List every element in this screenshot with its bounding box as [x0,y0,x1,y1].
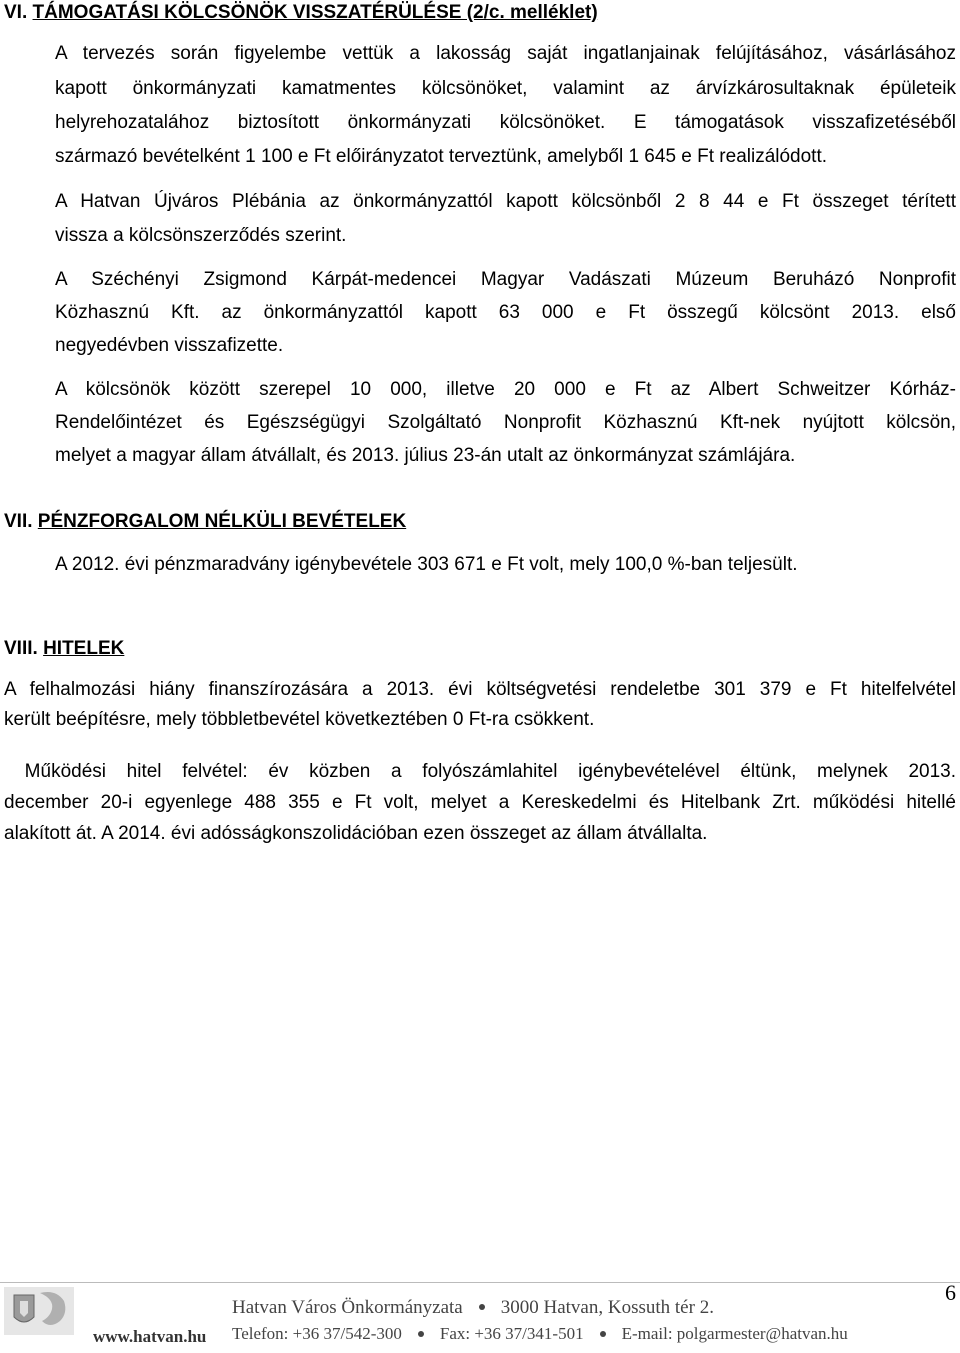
s6-p3-line2: Közhasznú Kft. az önkormányzattól kapott 63 000 e Ft összegű kölcsönt 2013. első [55,302,956,323]
footer-org: Hatvan Város Önkormányzata [232,1297,463,1318]
footer-address-line [232,1297,714,1319]
s6-p3-line3: negyedévben visszafizette. [55,335,284,356]
separator-dot-icon [479,1304,485,1310]
letterhead-footer [0,1283,960,1353]
s6-p1-line4: származó bevételként 1 100 e Ft előirányzatot terveztünk, amelyből 1 645 e Ft realizálódott. [55,146,828,167]
separator-dot-icon [418,1331,424,1337]
s6-p4-line2: Rendelőintézet és Egészségügyi Szolgáltató Nonprofit Közhasznú Kft-nek nyújtott kölcsön, [55,412,956,433]
section-7-number: VII. [4,511,33,532]
s6-p1-line1: A tervezés során figyelembe vettük a lakosság saját ingatlanjainak felújításához, vásárlásához [55,43,956,64]
section-8-title: HITELEK [43,638,125,659]
s6-p3-line1: A Széchényi Zsigmond Kárpát-medencei Magyar Vadászati Múzeum Beruházó Nonprofit [55,269,956,290]
s6-p2-line1: A Hatvan Újváros Plébánia az önkormányzattól kapott kölcsönből 2 8 44 e Ft összeget térített [55,191,956,212]
section-7-heading [4,510,406,534]
section-6-heading [4,1,598,25]
s6-p4-line3: melyet a magyar állam átvállalt, és 2013. július 23-án utalt az önkormányzat számlájára. [55,445,796,466]
s8-p1-line2: került beépítésre, mely többletbevétel következtében 0 Ft-ra csökkent. [4,709,595,730]
s8-p2-line1: Működési hitel felvétel: év közben a folyószámlahitel igénybevételével éltünk, melynek 2013. [4,761,956,782]
footer-email[interactable]: E-mail: polgarmester@hatvan.hu [621,1324,848,1343]
s6-p1-line2: kapott önkormányzati kamatmentes kölcsönöket, valamint az árvízkárosultaknak épületeik [55,78,956,99]
footer-address: 3000 Hatvan, Kossuth tér 2. [500,1297,714,1318]
page-number: 6 [945,1280,956,1305]
s8-p2-line3: alakított át. A 2014. évi adósságkonszolidációban ezen összeget az állam átvállalta. [4,823,708,844]
section-8-heading [4,637,124,661]
website-link[interactable]: www.hatvan.hu [93,1327,207,1346]
s8-p2-line2: december 20-i egyenlege 488 355 e Ft volt, melyet a Kereskedelmi és Hitelbank Zrt. működési hitellé [4,792,956,813]
s6-p4-line1: A kölcsönök között szerepel 10 000, illetve 20 000 e Ft az Albert Schweitzer Kórház- [55,379,956,400]
footer-fax: Fax: +36 37/341-501 [439,1324,584,1343]
footer-phone: Telefon: +36 37/542-300 [232,1324,402,1343]
footer-contact-line [232,1323,848,1345]
s8-p1-line1: A felhalmozási hiány finanszírozására a 2013. évi költségvetési rendeletbe 301 379 e Ft hitelfelvétel [4,679,956,700]
s6-p2-line2: vissza a kölcsönszerződés szerint. [55,225,347,246]
s7-text: A 2012. évi pénzmaradvány igénybevétele 303 671 e Ft volt, mely 100,0 %-ban teljesült. [55,554,798,575]
section-7-title: PÉNZFORGALOM NÉLKÜLI BEVÉTELEK [37,511,407,532]
section-8-number: VIII. [4,638,38,659]
coat-of-arms-icon [4,1287,74,1335]
section-6-number: VI. [4,2,28,23]
separator-dot-icon [600,1331,606,1337]
section-6-title: TÁMOGATÁSI KÖLCSÖNÖK VISSZATÉRÜLÉSE (2/c. melléklet) [32,2,598,23]
s6-p1-line3: helyrehozatalához biztosított önkormányzati kölcsönöket. E támogatások visszafizetéséből [55,112,956,133]
